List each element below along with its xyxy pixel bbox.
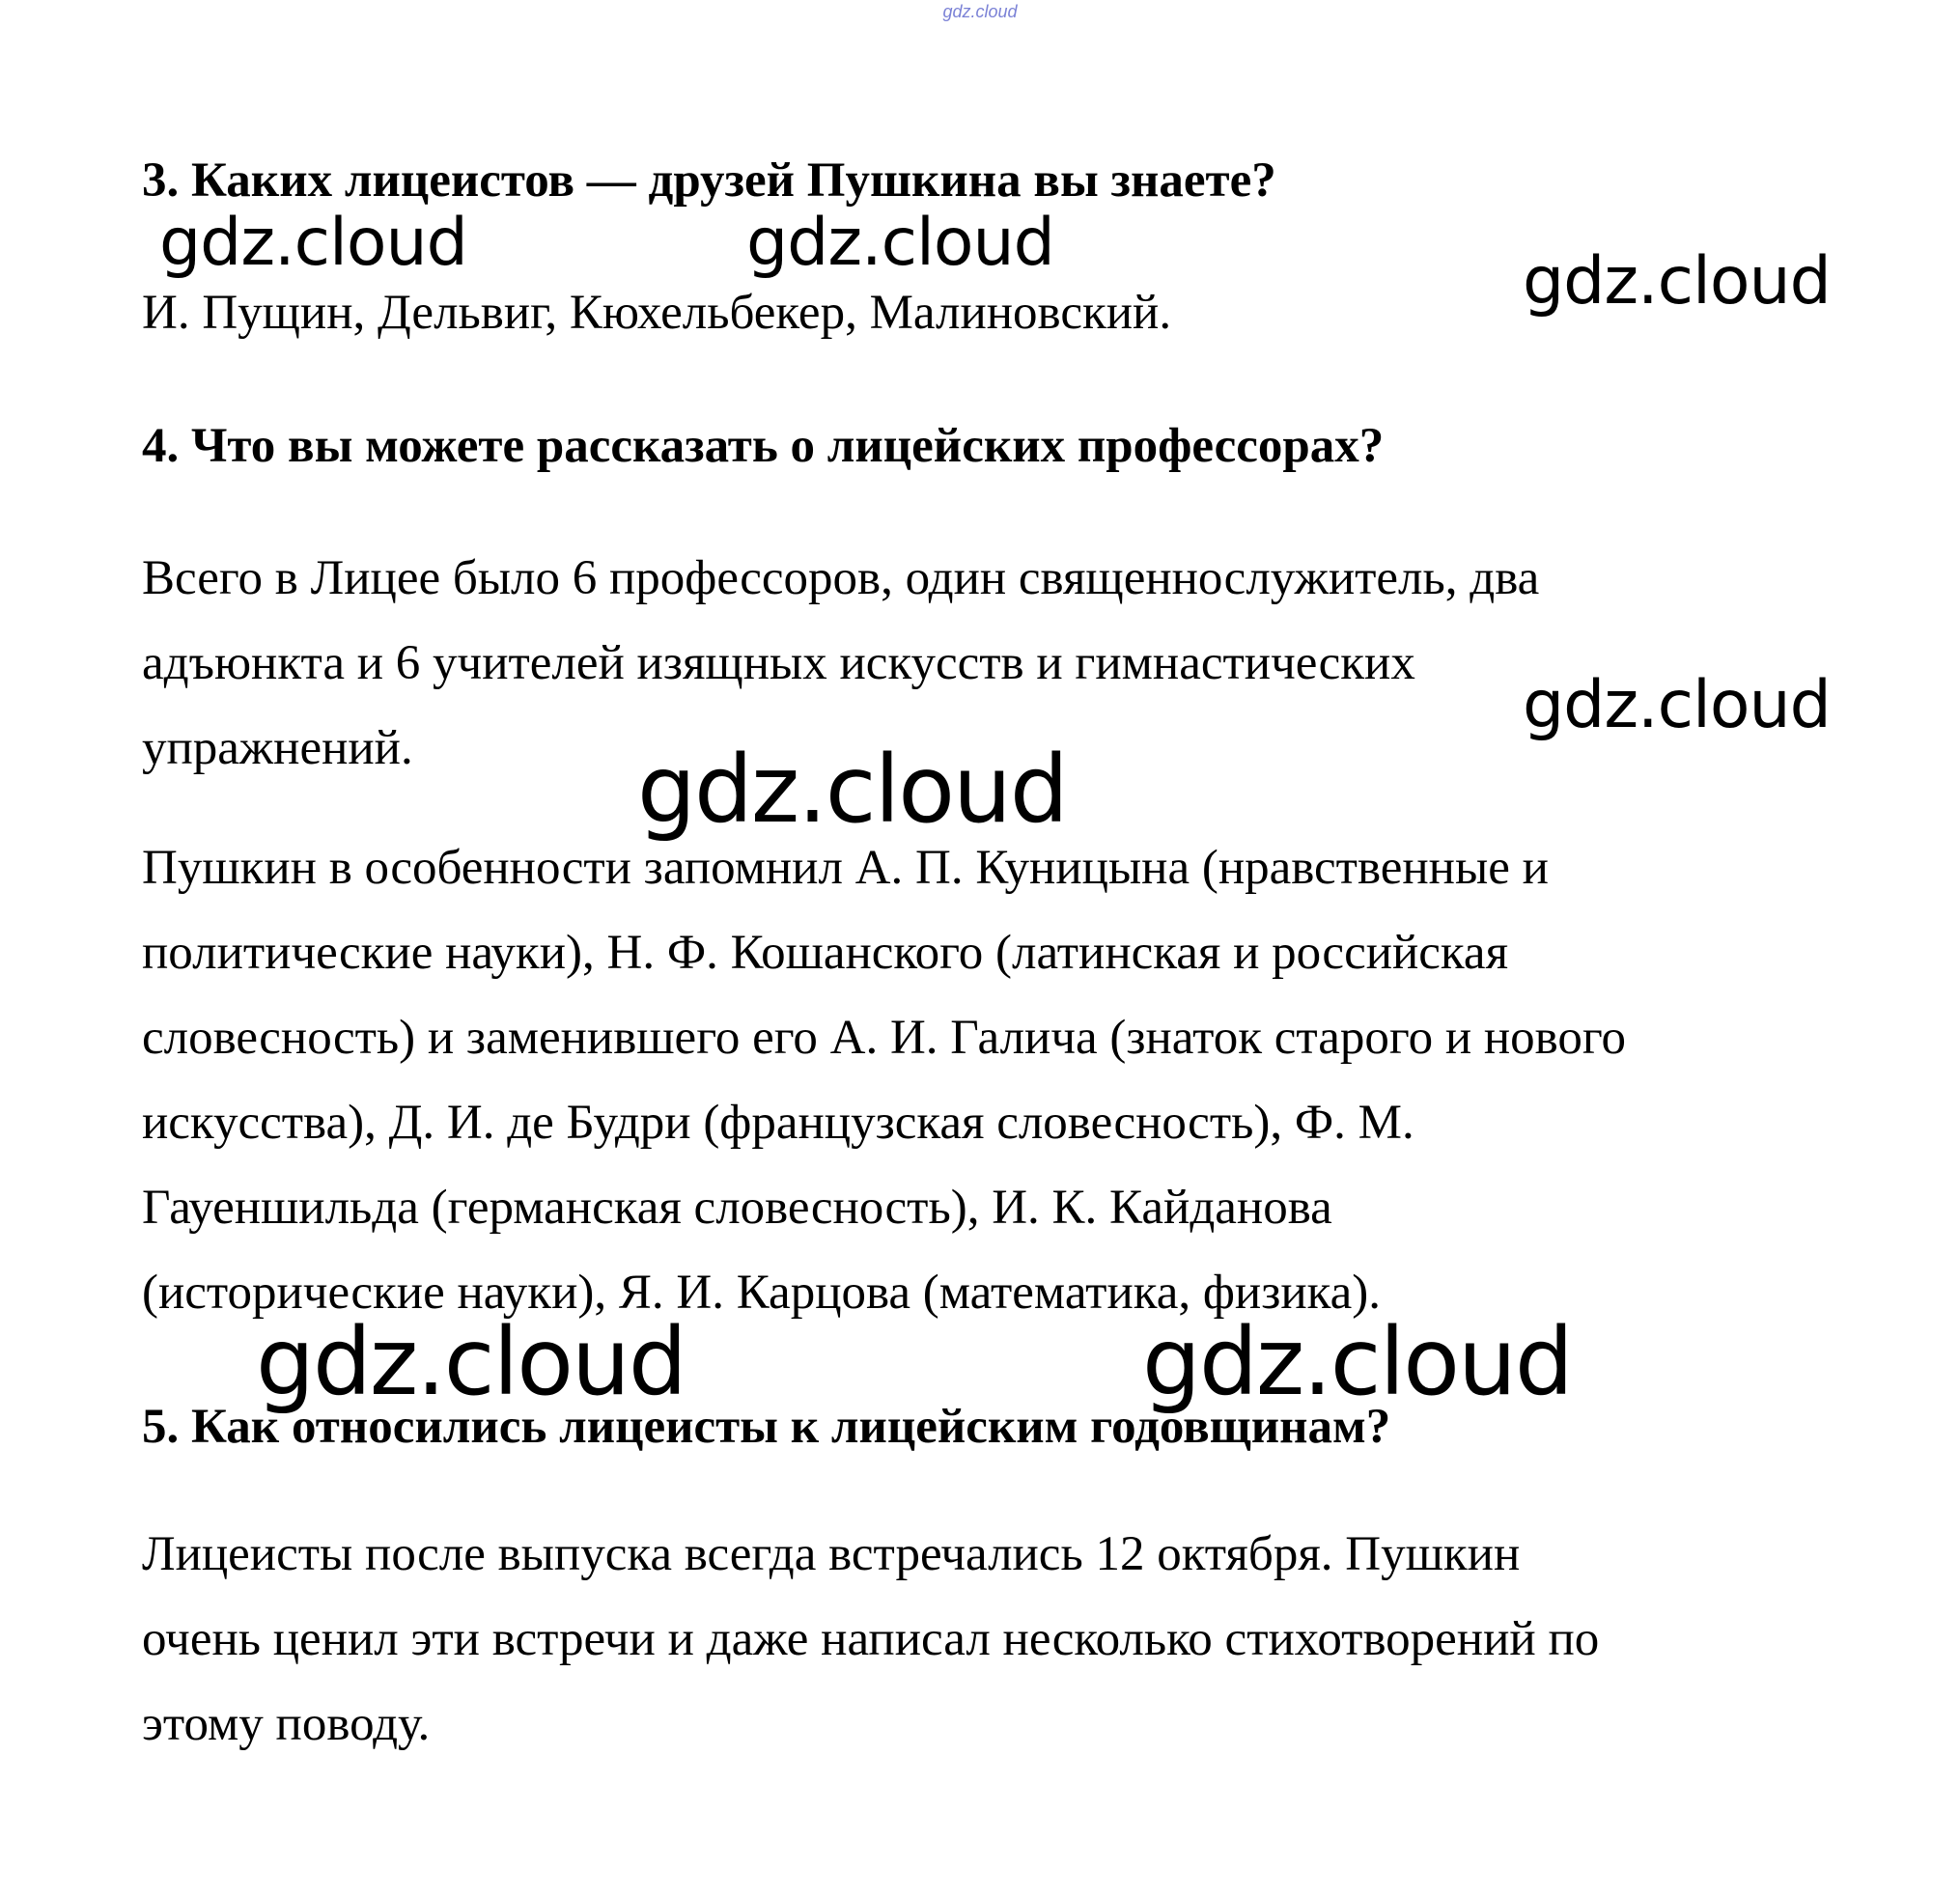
text-line: Всего в Лицее было 6 профессоров, один священнослужитель, два <box>142 551 1540 605</box>
watermark-5: gdz.cloud <box>637 736 1067 844</box>
text-line: словесность) и заменившего его А. И. Галича (знаток старого и нового <box>142 1011 1627 1065</box>
watermark-6: gdz.cloud <box>256 1308 686 1416</box>
text-line: И. Пущин, Дельвиг, Кюхельбекер, Малиновский. <box>142 286 1172 340</box>
watermark-4: gdz.cloud <box>1523 667 1831 743</box>
text-line: Гауеншильда (германская словесность), И. К. Кайданова <box>142 1181 1332 1235</box>
text-line: Пушкин в особенности запомнил А. П. Куницына (нравственные и <box>142 841 1549 895</box>
text-line: очень ценил эти встречи и даже написал несколько стихотворений по <box>142 1612 1600 1666</box>
text-line: этому поводу. <box>142 1697 431 1751</box>
text-line: Лицеисты после выпуска всегда встречались 12 октября. Пушкин <box>142 1527 1521 1581</box>
text-line: адъюнкта и 6 учителей изящных искусств и гимнастических <box>142 636 1415 690</box>
answer-5-paragraph-1 <box>142 1512 1880 1767</box>
text-line: (исторические науки), Я. И. Карцова (математика, физика). <box>142 1266 1382 1320</box>
text-line: упражнений. <box>142 721 413 775</box>
question-3-title: 3. Каких лицеистов — друзей Пушкина вы знаете? <box>142 153 1276 208</box>
question-5-title: 5. Как относились лицеисты к лицейским годовщинам? <box>142 1400 1391 1454</box>
watermark-2: gdz.cloud <box>746 205 1054 281</box>
watermark-1: gdz.cloud <box>159 205 467 281</box>
text-line: искусства), Д. И. де Будри (французская словесность), Ф. М. <box>142 1096 1414 1150</box>
text-line: политические науки), Н. Ф. Кошанского (латинская и российская <box>142 926 1509 980</box>
site-mark[interactable]: gdz.cloud <box>942 2 1018 21</box>
answer-4-paragraph-2 <box>142 825 1880 1335</box>
question-4-title: 4. Что вы можете рассказать о лицейских профессорах? <box>142 419 1385 473</box>
watermark-3: gdz.cloud <box>1523 243 1831 320</box>
watermark-7: gdz.cloud <box>1142 1308 1572 1416</box>
